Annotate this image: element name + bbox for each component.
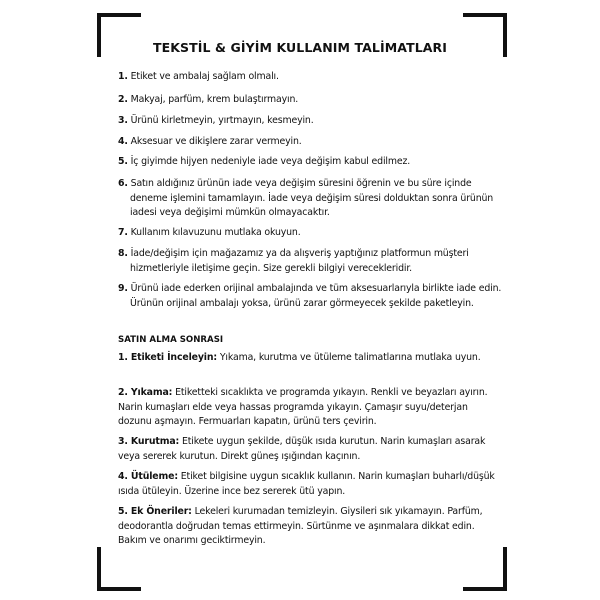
- rule-item: [118, 135, 510, 150]
- care-text: Yıkama, kurutma ve ütüleme talimatlarına mutlaka uyun.: [219, 352, 481, 363]
- corner-bracket-bottom-left: [97, 547, 141, 591]
- rule-number: 4.: [118, 136, 128, 147]
- rule-number: 2.: [118, 94, 128, 105]
- care-item: [118, 435, 498, 464]
- rule-number: 7.: [118, 227, 128, 238]
- care-heading: 4. Ütüleme:: [118, 471, 178, 482]
- rule-text: Satın aldığınız ürünün iade veya değişim süresini öğrenin ve bu süre içinde deneme işlemini tamamlayın. İade veya değişim süresi dolduktan sonra ürünün iadesi veya değişimi mümkün olmayacaktır.: [130, 178, 494, 219]
- rule-text: İç giyimde hijyen nedeniyle iade veya değişim kabul edilmez.: [130, 156, 411, 167]
- care-text: Etikete uygun şekilde, düşük ısıda kurutun. Narin kumaşları asarak veya sererek kurutun. Direkt güneş ışığından kaçının.: [118, 436, 486, 462]
- care-heading: 2. Yıkama:: [118, 387, 173, 398]
- rule-item: [118, 247, 510, 276]
- rule-number: 6.: [118, 178, 128, 189]
- corner-bracket-bottom-right: [463, 547, 507, 591]
- care-heading: 5. Ek Öneriler:: [118, 506, 192, 517]
- care-item: [118, 505, 498, 549]
- care-text: Etiket bilgisine uygun sıcaklık kullanın. Narin kumaşları buharlı/düşük ısıda ütüleyin. Üzerine ince bez sererek ütü yapın.: [118, 471, 495, 497]
- care-item: [118, 386, 498, 430]
- rule-text: Ürünü iade ederken orijinal ambalajında ve tüm aksesuarlarıyla birlikte iade edin. Ürünün orijinal ambalajı yoksa, ürünü zarar görmeyecek şekilde paketleyin.: [130, 283, 502, 309]
- rule-text: Ürünü kirletmeyin, yırtmayın, kesmeyin.: [130, 115, 314, 126]
- document-title: TEKSTİL & GİYİM KULLANIM TALİMATLARI: [152, 40, 448, 55]
- care-item: [118, 351, 498, 366]
- rule-item: [118, 155, 510, 170]
- rule-text: Aksesuar ve dikişlere zarar vermeyin.: [130, 136, 302, 147]
- rule-number: 8.: [118, 248, 128, 259]
- care-heading: 1. Etiketi İnceleyin:: [118, 352, 217, 363]
- care-item: [118, 470, 498, 499]
- care-heading: 3. Kurutma:: [118, 436, 180, 447]
- rule-number: 1.: [118, 71, 128, 82]
- section-heading: SATIN ALMA SONRASI: [118, 335, 224, 345]
- rule-number: 9.: [118, 283, 128, 294]
- rule-text: Makyaj, parfüm, krem bulaştırmayın.: [130, 94, 299, 105]
- rule-text: Etiket ve ambalaj sağlam olmalı.: [130, 71, 279, 82]
- rule-item: [118, 93, 510, 108]
- rule-text: Kullanım kılavuzunu mutlaka okuyun.: [130, 227, 301, 238]
- rule-text: İade/değişim için mağazamız ya da alışveriş yaptığınız platformun müşteri hizmetleriyle iletişime geçin. Size gerekli bilgiyi verecekleridir.: [130, 248, 469, 274]
- rule-item: [118, 177, 510, 221]
- rule-item: [118, 226, 510, 241]
- rule-item: [118, 114, 510, 129]
- rule-number: 3.: [118, 115, 128, 126]
- care-text: Lekeleri kurumadan temizleyin. Giysileri sık yıkamayın. Parfüm, deodorantla doğrudan temas ettirmeyin. Sürtünme ve aşınmalara dikkat edin. Bakım ve onarımı geciktirmeyin.: [118, 506, 483, 547]
- rule-number: 5.: [118, 156, 128, 167]
- care-text: Etiketteki sıcaklıkta ve programda yıkayın. Renkli ve beyazları ayırın. Narin kumaşları elde veya hassas programda yıkayın. Çamaşır suyu/deterjan dozunu aşmayın. Fermuarları kapatın, ürünü ters çevirin.: [118, 387, 488, 428]
- rule-item: [118, 70, 510, 85]
- rule-item: [118, 282, 510, 311]
